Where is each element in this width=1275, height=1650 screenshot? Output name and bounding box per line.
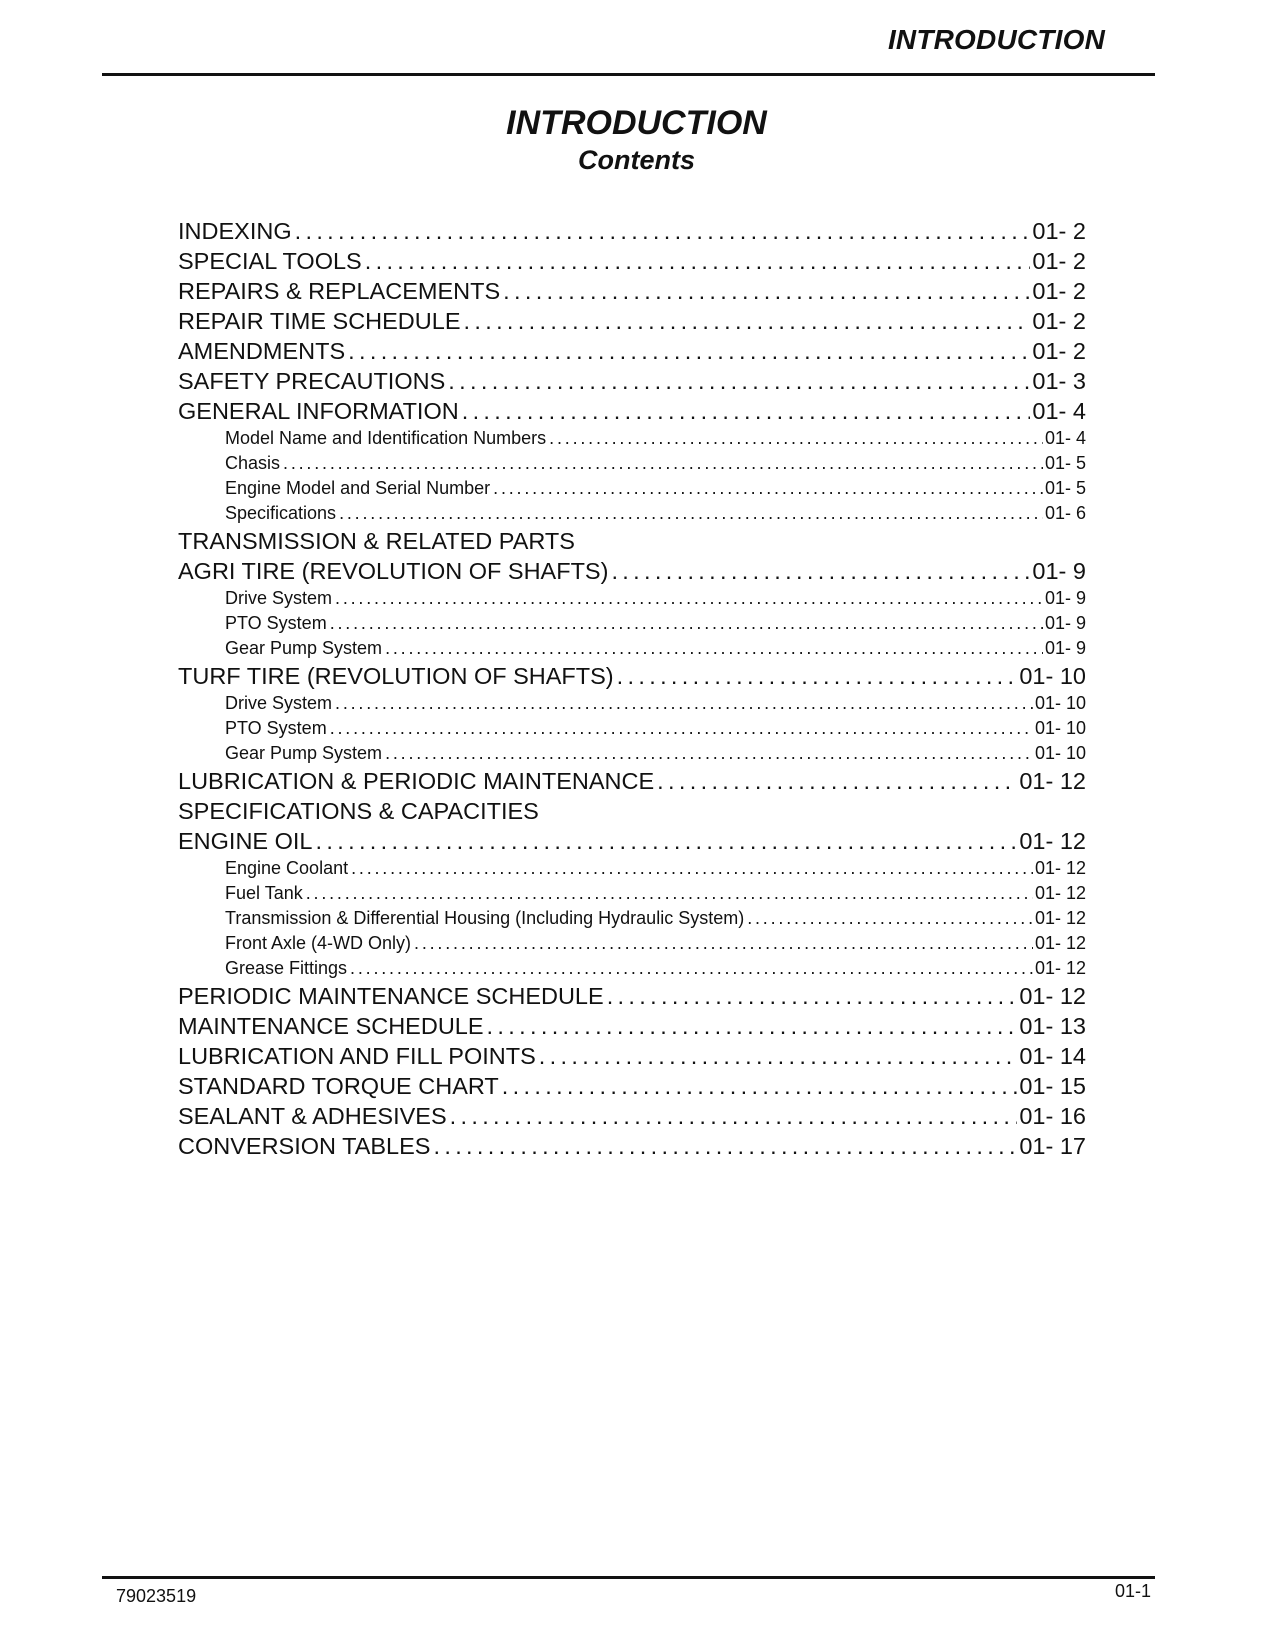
toc-entry-page: 01- 4 — [1044, 428, 1086, 448]
toc-entry-page: 01- 10 — [1019, 663, 1086, 689]
toc-entry-page: 01- 9 — [1032, 558, 1086, 584]
running-header: INTRODUCTION — [887, 24, 1105, 55]
toc-entry-label: GENERAL INFORMATION — [178, 398, 459, 424]
toc-entry-label: Specifications — [225, 503, 337, 523]
toc-entry-label: PTO System — [225, 718, 327, 738]
dot-leader — [539, 1041, 1018, 1071]
toc-entry-label: Transmission & Differential Housing (Including Hydraulic System) — [225, 908, 745, 928]
dot-leader — [295, 216, 1031, 246]
dot-leader — [487, 1011, 1018, 1041]
toc-subentry[interactable] — [178, 741, 1086, 766]
toc-entry-label: INDEXING — [178, 218, 292, 244]
dot-leader — [330, 611, 1043, 636]
dot-leader — [339, 501, 1043, 526]
toc-entry-page: 01- 12 — [1034, 933, 1086, 953]
toc-subentry[interactable] — [178, 881, 1086, 906]
toc-entry[interactable] — [178, 1131, 1086, 1161]
page-number: 01-1 — [1114, 1581, 1151, 1601]
toc-entry-page: 01- 13 — [1019, 1013, 1086, 1039]
toc-entry-label: SPECIFICATIONS & CAPACITIES — [178, 798, 539, 824]
toc-entry-page: 01- 9 — [1044, 613, 1086, 633]
toc-entry-page: 01- 9 — [1044, 588, 1086, 608]
toc-entry-page: 01- 15 — [1019, 1073, 1086, 1099]
toc-entry[interactable] — [178, 216, 1086, 246]
dot-leader — [503, 276, 1030, 306]
toc-entry-label: CONVERSION TABLES — [178, 1133, 431, 1159]
toc-entry-label: SEALANT & ADHESIVES — [178, 1103, 447, 1129]
toc-entry-label: Model Name and Identification Numbers — [225, 428, 547, 448]
toc-entry-page: 01- 2 — [1032, 278, 1086, 304]
toc-entry-label: Gear Pump System — [225, 743, 383, 763]
dot-leader — [335, 691, 1033, 716]
toc-entry[interactable] — [178, 246, 1086, 276]
toc-entry-label: TRANSMISSION & RELATED PARTS — [178, 528, 575, 554]
toc-entry[interactable] — [178, 396, 1086, 426]
toc-entry-label: REPAIR TIME SCHEDULE — [178, 308, 461, 334]
toc-entry[interactable] — [178, 306, 1086, 336]
toc-entry-page: 01- 12 — [1034, 908, 1086, 928]
toc-entry-label: Front Axle (4-WD Only) — [225, 933, 412, 953]
table-of-contents — [178, 216, 1086, 1161]
toc-entry-label: Fuel Tank — [225, 883, 303, 903]
toc-entry[interactable] — [178, 526, 1086, 556]
toc-entry-label: ENGINE OIL — [178, 828, 313, 854]
toc-entry-page: 01- 12 — [1019, 983, 1086, 1009]
dot-leader — [450, 1101, 1018, 1131]
toc-entry-label: Grease Fittings — [225, 958, 348, 978]
toc-entry-label: Drive System — [225, 588, 333, 608]
dot-leader — [385, 741, 1033, 766]
dot-leader — [747, 906, 1033, 931]
toc-entry-label: MAINTENANCE SCHEDULE — [178, 1013, 484, 1039]
toc-entry-page: 01- 12 — [1034, 958, 1086, 978]
toc-entry[interactable] — [178, 1041, 1086, 1071]
dot-leader — [617, 661, 1018, 691]
toc-entry[interactable] — [178, 981, 1086, 1011]
toc-entry-label: AMENDMENTS — [178, 338, 346, 364]
toc-entry[interactable] — [178, 276, 1086, 306]
toc-entry-page: 01- 16 — [1019, 1103, 1086, 1129]
toc-entry-label: AGRI TIRE (REVOLUTION OF SHAFTS) — [178, 558, 609, 584]
toc-entry[interactable] — [178, 1011, 1086, 1041]
dot-leader — [448, 366, 1030, 396]
page-subtitle: Contents — [578, 145, 695, 175]
toc-entry-page: 01- 2 — [1032, 308, 1086, 334]
toc-entry-page: 01- 5 — [1044, 453, 1086, 473]
toc-entry-page: 01- 2 — [1032, 338, 1086, 364]
header-rule — [102, 73, 1155, 76]
dot-leader — [351, 856, 1033, 881]
toc-entry-label: Drive System — [225, 693, 333, 713]
toc-subentry[interactable] — [178, 476, 1086, 501]
toc-entry-page: 01- 10 — [1034, 693, 1086, 713]
toc-entry[interactable] — [178, 796, 1086, 826]
toc-entry-label: SPECIAL TOOLS — [178, 248, 362, 274]
toc-entry-label: STANDARD TORQUE CHART — [178, 1073, 499, 1099]
toc-entry-label: LUBRICATION AND FILL POINTS — [178, 1043, 536, 1069]
toc-subentry[interactable] — [178, 931, 1086, 956]
dot-leader — [306, 881, 1033, 906]
dot-leader — [348, 336, 1030, 366]
dot-leader — [414, 931, 1033, 956]
toc-subentry[interactable] — [178, 716, 1086, 741]
dot-leader — [350, 956, 1033, 981]
toc-subentry[interactable] — [178, 586, 1086, 611]
toc-entry-page: 01- 12 — [1019, 828, 1086, 854]
dot-leader — [464, 306, 1031, 336]
document-number: 79023519 — [116, 1586, 197, 1606]
toc-entry-label: Engine Coolant — [225, 858, 349, 878]
toc-entry-page: 01- 17 — [1019, 1133, 1086, 1159]
dot-leader — [502, 1071, 1018, 1101]
toc-entry[interactable] — [178, 556, 1086, 586]
toc-entry-label: REPAIRS & REPLACEMENTS — [178, 278, 501, 304]
toc-entry-page: 01- 10 — [1034, 718, 1086, 738]
toc-entry-label: LUBRICATION & PERIODIC MAINTENANCE — [178, 768, 655, 794]
toc-entry-label: TURF TIRE (REVOLUTION OF SHAFTS) — [178, 663, 614, 689]
toc-subentry[interactable] — [178, 451, 1086, 476]
toc-entry-page: 01- 12 — [1034, 883, 1086, 903]
toc-entry-page: 01- 5 — [1044, 478, 1086, 498]
toc-entry-page: 01- 4 — [1032, 398, 1086, 424]
toc-entry-label: Engine Model and Serial Number — [225, 478, 491, 498]
dot-leader — [316, 826, 1018, 856]
dot-leader — [549, 426, 1043, 451]
toc-entry[interactable] — [178, 336, 1086, 366]
toc-entry-page: 01- 2 — [1032, 248, 1086, 274]
toc-entry[interactable] — [178, 1071, 1086, 1101]
toc-subentry[interactable] — [178, 856, 1086, 881]
dot-leader — [385, 636, 1043, 661]
dot-leader — [283, 451, 1043, 476]
toc-subentry[interactable] — [178, 501, 1086, 526]
toc-entry-label: Gear Pump System — [225, 638, 383, 658]
dot-leader — [365, 246, 1031, 276]
page-title: INTRODUCTION — [506, 104, 767, 142]
dot-leader — [493, 476, 1043, 501]
title-block — [0, 103, 1275, 177]
toc-entry-page: 01- 10 — [1034, 743, 1086, 763]
toc-entry-page: 01- 3 — [1032, 368, 1086, 394]
toc-entry[interactable] — [178, 661, 1086, 691]
dot-leader — [433, 1131, 1017, 1161]
toc-entry-label: Chasis — [225, 453, 281, 473]
toc-entry-label: PERIODIC MAINTENANCE SCHEDULE — [178, 983, 604, 1009]
toc-entry[interactable] — [178, 1101, 1086, 1131]
toc-subentry[interactable] — [178, 906, 1086, 931]
toc-entry[interactable] — [178, 826, 1086, 856]
toc-entry-page: 01- 12 — [1019, 768, 1086, 794]
toc-subentry[interactable] — [178, 956, 1086, 981]
toc-subentry[interactable] — [178, 636, 1086, 661]
toc-entry-page: 01- 6 — [1044, 503, 1086, 523]
toc-entry-page: 01- 9 — [1044, 638, 1086, 658]
toc-subentry[interactable] — [178, 691, 1086, 716]
toc-entry-page: 01- 14 — [1019, 1043, 1086, 1069]
dot-leader — [611, 556, 1030, 586]
toc-entry[interactable] — [178, 366, 1086, 396]
toc-entry-page: 01- 12 — [1034, 858, 1086, 878]
dot-leader — [462, 396, 1031, 426]
toc-entry-label: PTO System — [225, 613, 327, 633]
toc-subentry[interactable] — [178, 611, 1086, 636]
toc-entry-page: 01- 2 — [1032, 218, 1086, 244]
toc-subentry[interactable] — [178, 426, 1086, 451]
toc-entry-label: SAFETY PRECAUTIONS — [178, 368, 446, 394]
dot-leader — [330, 716, 1033, 741]
dot-leader — [335, 586, 1043, 611]
toc-entry[interactable] — [178, 766, 1086, 796]
dot-leader — [657, 766, 1017, 796]
dot-leader — [607, 981, 1018, 1011]
footer-rule — [102, 1576, 1155, 1579]
